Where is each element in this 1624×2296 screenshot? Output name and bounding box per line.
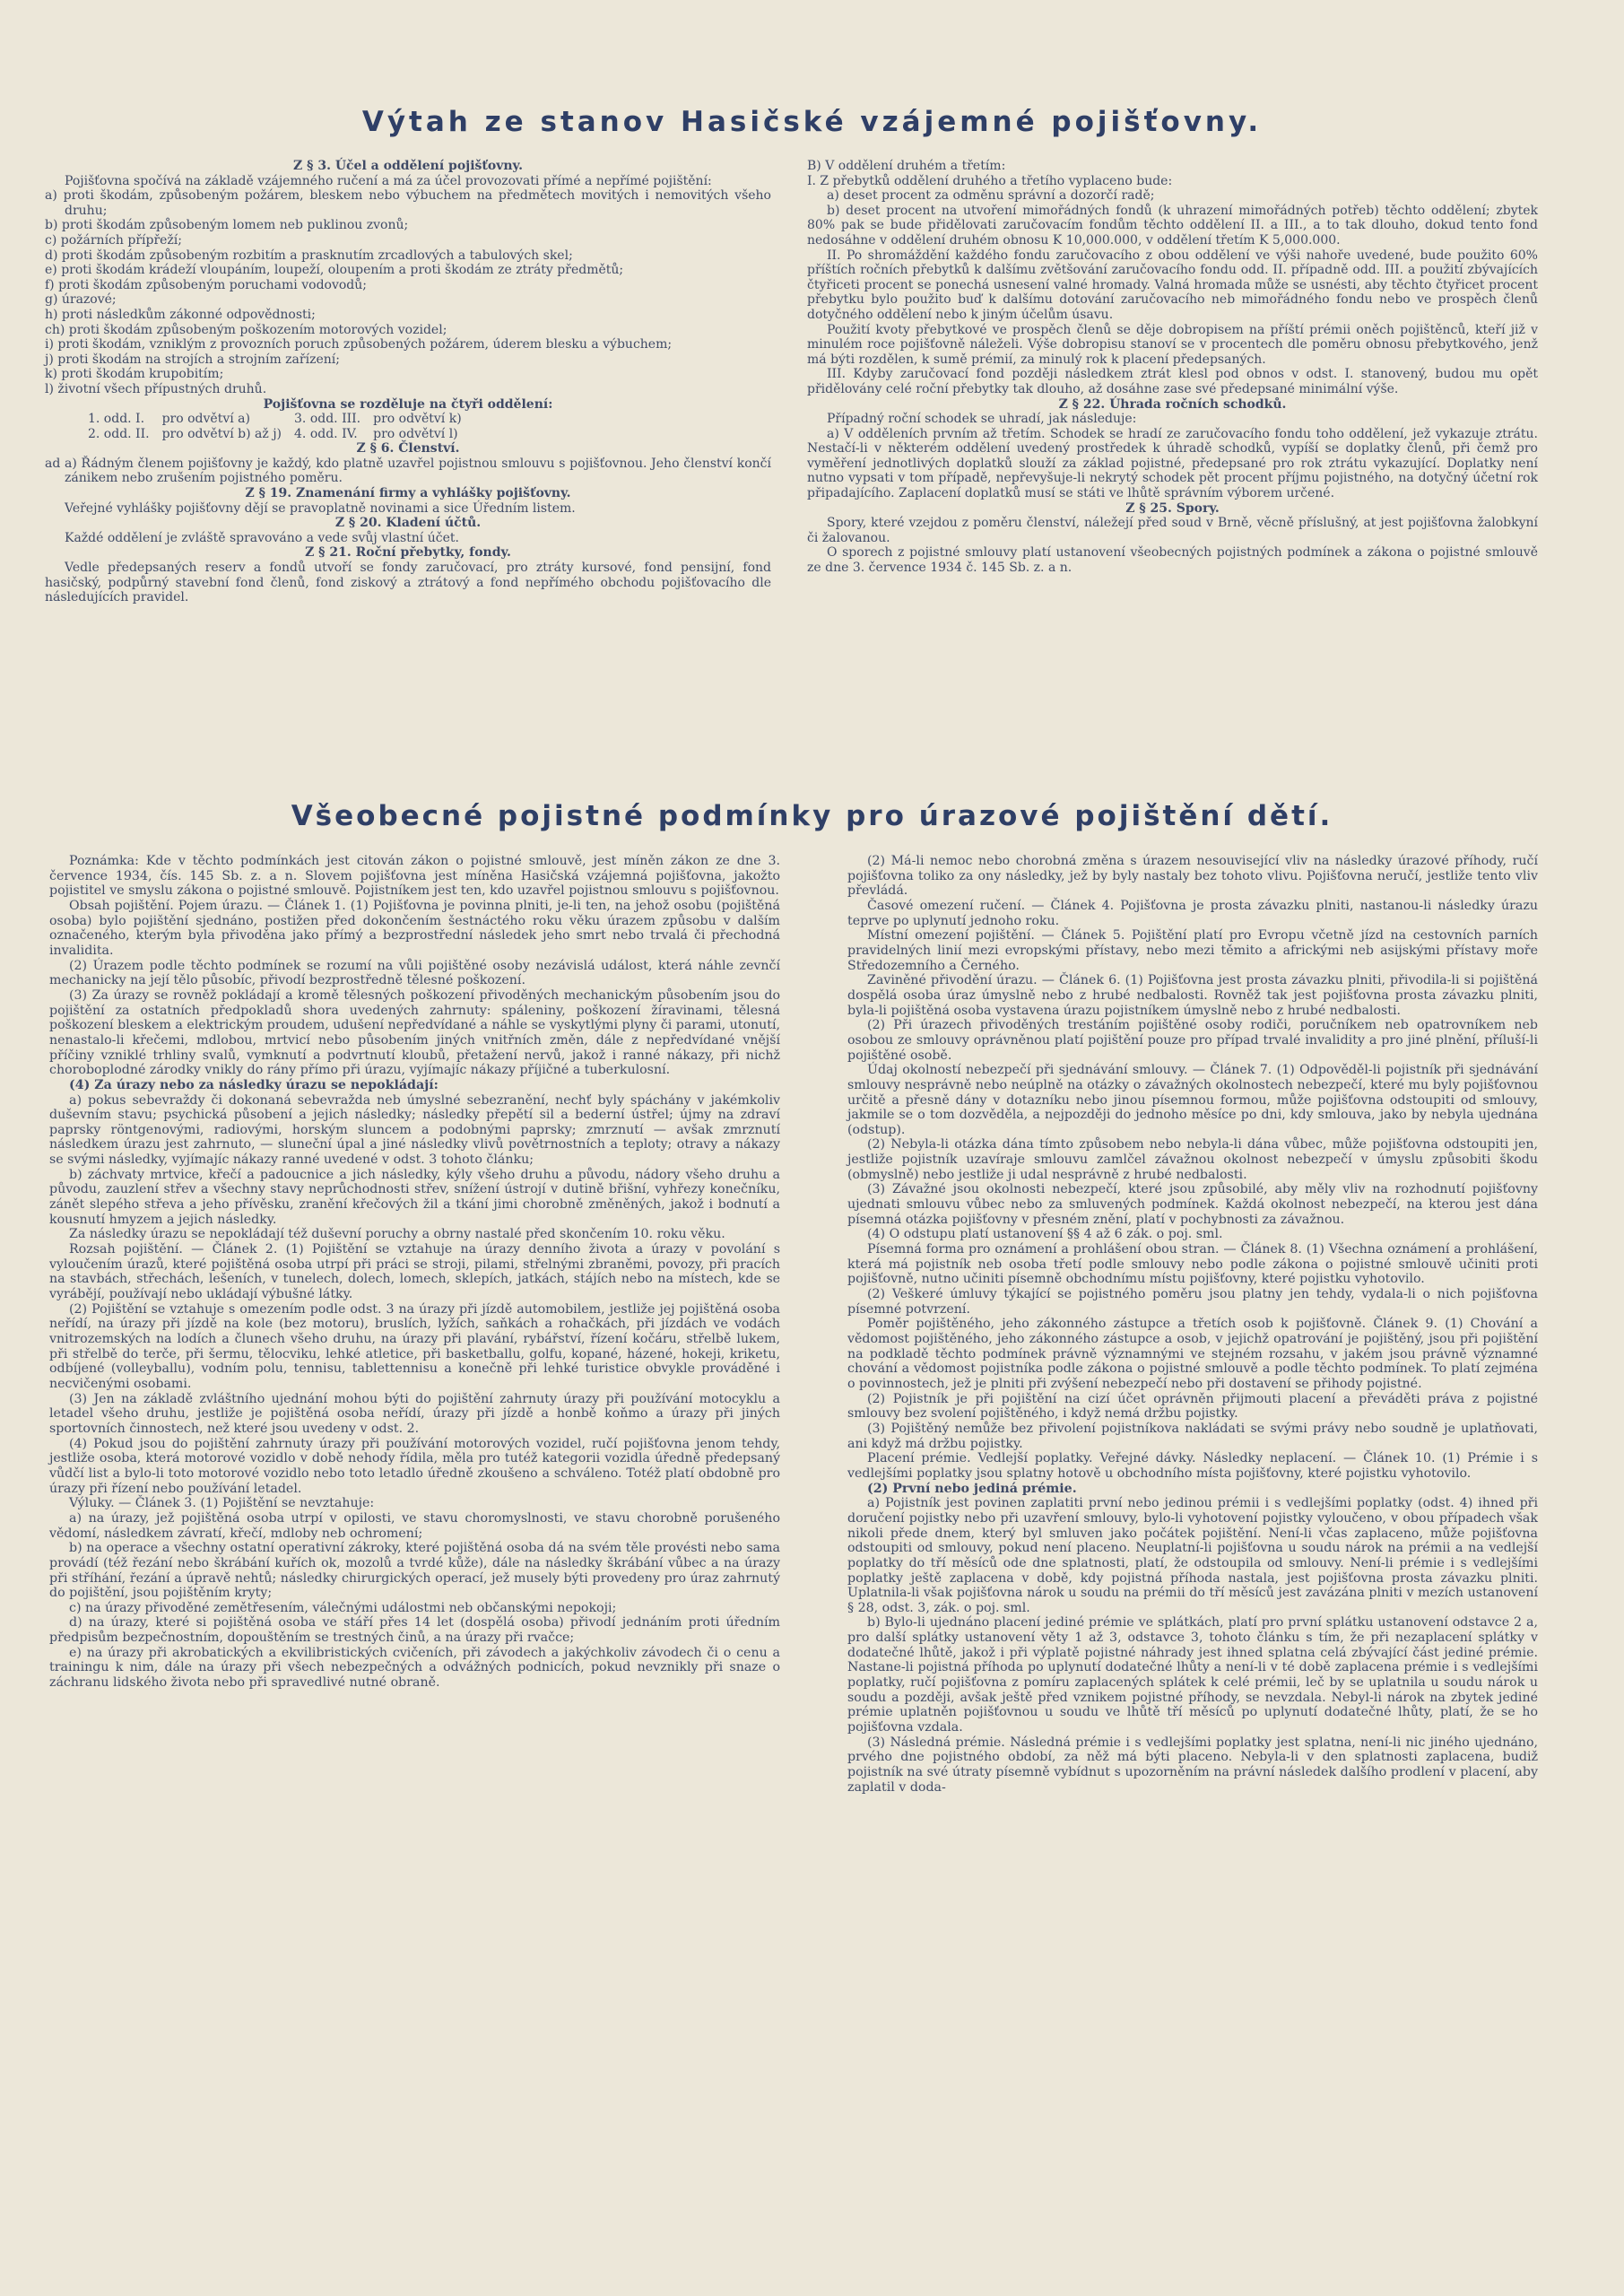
paragraph: Místní omezení pojištění. — Článek 5. Pojištění platí pro Evropu včetně jízd na cestovních parních pravidelných linií mezi evropskými přístavy, nebo mezi těmito a africkými neb asijskými přístavy moře Středozemního a Černého. — [847, 928, 1538, 973]
paragraph: d) na úrazy, které si pojištěná osoba ve stáří přes 14 let (dospělá osoba) přivodí jednáním proti úředním předpisům bezpečnostním, dopouštěním se trestných činů, a na úrazy při rvačce; — [49, 1615, 780, 1646]
paragraph: Za následky úrazu se nepokládají též duševní poruchy a obrny nastalé před skončením 10. roku věku. — [69, 1227, 725, 1242]
list-item: c) požárních přípřeží; — [45, 232, 183, 248]
list-item: d) proti škodám způsobeným rozbitím a prasknutím zrcadlových a tabulových skel; — [45, 248, 573, 263]
paragraph: Případný roční schodek se uhradí, jak následuje: — [827, 412, 1137, 427]
list-item: j) proti škodám na strojích a strojním zařízení; — [45, 352, 340, 367]
paragraph: Spory, které vzejdou z poměru členství, náležejí před soud v Brně, věcně příslušný, at jest pojišťovna žalobkyní či žalovanou. — [807, 516, 1538, 545]
heading-par20: Z § 20. Kladení účtů. — [334, 516, 482, 531]
paragraph: (2) Veškeré úmluvy týkající se pojistného poměru jsou platny jen tehdy, vydala-li o nich pojišťovna písemné potvrzení. — [847, 1287, 1538, 1317]
list-item: e) proti škodám krádeží vloupáním, loupeží, oloupením a proti škodám ze ztráty předmětů; — [45, 263, 624, 278]
conditions-left-column — [49, 854, 780, 1691]
paragraph: Použití kvoty přebytkové ve prospěch členů se děje dobropisem na příští prémii oněch pojištěnců, kteří již v minulém roce pojišťovně náleželi. Výše dobropisu stanoví se v procentech dle poměru obnosu přebytkového, jenž má býti rozdělen, k sumě prémií, za minulý rok k placení předepsaných. — [807, 322, 1538, 367]
list-item: a) proti škodám, způsobeným požárem, bleskem nebo výbuchem na předmětech movitých i nemovitých všeho druhu; — [45, 188, 771, 218]
list-item: i) proti škodám, vzniklým z provozních poruch způsobených požárem, úderem blesku a výbuchem; — [45, 337, 673, 352]
paragraph: (2) Má-li nemoc nebo chorobná změna s úrazem nesouvisející vliv na následky úrazové příhody, ručí pojišťovna toliko za ony následky, jež by byly nastaly bez tohoto vlivu. Pojišťovna neručí, jestliže tento vliv převládá. — [847, 854, 1538, 899]
paragraph: b) deset procent na utvoření mimořádných fondů (k uhrazení mimořádných potřeb) těchto oddělení; zbytek 80% pak se bude přidělovati zaručovacím fondům těchto oddělení II. a III., a to tak dlouho, dokud tento fond nedosáhne v oddělení druhém obnosu K 10,000.000, v oddělení třetím K 5,000.000. — [807, 203, 1538, 248]
paragraph: (2) Pojistník je při pojištění na cizí účet oprávněn přijmouti placení a převáděti práva z pojistné smlouvy bez svolení pojištěného, i když nemá držbu pojistky. — [847, 1391, 1538, 1422]
paragraph: Poznámka: Kde v těchto podmínkách jest citován zákon o pojistné smlouvě, jest míněn zákon ze dne 3. července 1934, čís. 145 Sb. z. a n. Slovem pojišťovna jest míněna Hasičská vzájemná pojišťovna, jakožto pojistitel ve smyslu zákona o pojistné smlouvě. Pojistníkem jest ten, kdo uzavřel pojistnou smlouvu s pojišťovnou. — [49, 854, 780, 899]
paragraph: b) Bylo-li ujednáno placení jediné prémie ve splátkách, platí pro první splátku ustanovení odstavce 2 a, pro další splátky ustanovení věty 1 až 3, odstavce 3, tohoto článku s tím, že při nezaplacení splátky v dodatečné lhůtě, jakož i při výplatě pojistné náhrady jest ihned splatna celá zbývající část jediné prémie. Nastane-li pojistná příhoda po uplynutí dodatečné lhůty a není-li v té době zaplacena prémie i s vedlejšími poplatky, ručí pojišťovna z pomíru zaplacených splátek k celé prémii, leč by se uplatnila u soudu nárok u soudu a později, avšak ještě před vznikem pojistné příhody, se nevzdala. Nebyl-li nárok na zbytek jediné prémie uplatněn pojišťovnou u soudu ve lhůtě tří měsíců po uplynutí dodatečné lhůty, platí, že se ho pojišťovna vzdala. — [847, 1615, 1538, 1735]
paragraph: Placení prémie. Vedlejší poplatky. Veřejné dávky. Následky neplacení. — Článek 10. (1) Prémie i s vedlejšími poplatky jsou splatny hotově u obchodního místa pojišťovny, které pojistku vyhotovilo. — [847, 1451, 1538, 1481]
table-cell: pro odvětví b) až j) — [161, 426, 282, 441]
paragraph: Vedle předepsaných reserv a fondů utvoří se fondy zaručovací, pro ztráty kursové, fond pensijní, fond hasičský, podpůrný stavební fond členů, fond ziskový a ztrátový a fond nepřímého obchodu pojišťovacího dle následujících pravidel. — [45, 561, 771, 605]
paragraph: (3) Následná prémie. Následná prémie i s vedlejšími poplatky jest splatna, není-li nic jiného ujednáno, prvého dne pojistného období, za něž má býti placeno. Nebyla-li v den splatnosti zaplacena, budiž pojistník na své útraty písemně vybídnut s upozorněním na právní následek dalšího prodlení v placení, aby zaplatil v doda- — [847, 1735, 1538, 1795]
paragraph: (4) Pokud jsou do pojištění zahrnuty úrazy při používání motorových vozidel, ručí pojišťovna jenom tehdy, jestliže osoba, která motorové vozidlo v době nehody řídila, měla pro tutéž kategorii vozidla úředně předepsaný vůdčí list a bylo-li toto motorové vozidlo nebo toto letadlo úředně zkoušeno a schváleno. Totéž platí obdobně pro úrazy při řízení nebo používání letadel. — [49, 1436, 780, 1496]
heading-par6: Z § 6. Členství. — [356, 441, 460, 457]
paragraph: Písemná forma pro oznámení a prohlášení obou stran. — Článek 8. (1) Všechna oznámení a prohlášení, která má pojistník neb osoba třetí podle smlouvy nebo podle zákona o pojistné smlouvě učiniti proti pojišťovně, nutno učiniti písemně obchodnímu místu pojišťovny, které pojistku vyhotovilo. — [847, 1242, 1538, 1287]
paragraph: O sporech z pojistné smlouvy platí ustanovení všeobecných pojistných podmínek a zákona o pojistné smlouvě ze dne 3. července 1934 č. 145 Sb. z. a n. — [807, 545, 1538, 576]
table-cell: 3. odd. III. — [294, 412, 361, 427]
paragraph: Obsah pojištění. Pojem úrazu. — Článek 1. (1) Pojišťovna je povinna plniti, je-li ten, na jehož osobu (pojištěná osoba) bylo pojištění sjednáno, postižen před dokončením šestnáctého roku věku úrazem způsobu v dalším označeného, kterým byla přivoděna jako přímý a bezprostřední následek jeho smrt nebo trvalá či přechodná invalidita. — [49, 898, 780, 958]
paragraph: Poměr pojištěného, jeho zákonného zástupce a třetích osob k pojišťovně. Článek 9. (1) Chování a vědomost pojištěného, jeho zákonného zástupce a osob, v jejichž opatrování je pojištěný, jsou při pojištění na podkladě těchto podmínek právně významnými ve stejném rozsahu, v jakém jsou právně významné chování a vědomost pojistníka podle zákona o pojistné smlouvě a podle těchto podmínek. To platí zejména o povinnostech, jež je plniti při zvýšení nebezpečí nebo při dostavení se přihody pojistné. — [847, 1317, 1538, 1391]
table-cell: 4. odd. IV. — [294, 426, 358, 441]
paragraph: I. Z přebytků oddělení druhého a třetího vyplaceno bude: — [807, 173, 1173, 188]
paragraph: a) deset procent za odměnu správní a dozorčí radě; — [827, 188, 1155, 204]
paragraph: (3) Za úrazy se rovněž pokládají a kromě tělesných poškození přivoděných mechanickým působením jsou do pojištění za ostatních předpokladů shora uvedených zahrnuty: spáleniny, poškození žíravinami, tělesná poškození bleskem a elektrickým proudem, udušení nepředvídané a náhle se vyskytlými plyny či parami, utonutí, nenastalo-li křečemi, mdlobou, mrtvicí nebo působením jiných vnitřních změn, dále z nepředvídané vnější příčiny vzniklé trhliny svalů, vymknutí a podvrtnutí kloubů, přetažení nervů, jakož i ranné nákazy, při nichž choroboplodné zárodky vnikly do rány přímo při úrazu, vyjímajíc nákazy příjičné a tuberkulosní. — [49, 987, 781, 1078]
table-cell: 1. odd. I. — [88, 412, 145, 427]
heading-par19: Z § 19. Znamenání firmy a vyhlášky pojišťovny. — [245, 486, 571, 501]
paragraph: (2) Nebyla-li otázka dána tímto způsobem nebo nebyla-li dána vůbec, může pojišťovna odstoupiti jen, jestliže pojistník uzavíraje smlouvu zamlčel závažnou okolnost nebezpečí v úmyslu způsobiti škodu (obmyslně) nebo jestliže ji udal nesprávně z hrubé nedbalosti. — [847, 1137, 1538, 1182]
table-cell: pro odvětví a) — [161, 412, 250, 427]
paragraph: (2) Při úrazech přivoděných trestáním pojištěné osoby rodiči, poručníkem neb opatrovníkem neb osobou ze smlouvy oprávněnou platí pojištění pouze pro případ trvalé invalidity a pro jiné plnění, příluší-li pojištěné osobě. — [847, 1018, 1538, 1063]
statutes-left-column — [45, 159, 771, 605]
list-item: k) proti škodám krupobitím; — [45, 367, 224, 382]
paragraph: (2) Úrazem podle těchto podmínek se rozumí na vůli pojištěné osoby nezávislá událost, která náhle zevnčí mechanicky na její tělo působíc, přivodí bezprostředně tělesné poškození. — [49, 958, 780, 988]
paragraph: a) V odděleních prvním až třetím. Schodek se hradí ze zaručovacího fondu toho oddělení, jež vykazuje ztrátu. Nestačí-li v některém oddělení uvedený prostředek k úhradě schodků, vypíší se doplatky členů, při čemž pro vyměření jednotlivých doplatků slouží za základ pojistné, předepsané pro rok ztrátu vykazující. Doplatky není nutno vypsati v tom případě, nepřevyšuje-li nekrytý schodek pět procent příjmu pojistného, na dotyčný účetní rok připadajícího. Zaplacení doplatků musí se státi ve lhůtě správním výborem určené. — [807, 426, 1538, 501]
departments-table — [88, 412, 474, 441]
paragraph: (3) Pojištěný nemůže bez přivolení pojistníkova nakládati se svými právy nebo soudně je uplatňovati, ani když má držbu pojistky. — [847, 1421, 1538, 1451]
heading-par22: Z § 22. Úhrada ročních schodků. — [1058, 396, 1287, 412]
paragraph: (4) O odstupu platí ustanovení §§ 4 až 6 zák. o poj. sml. — [867, 1227, 1223, 1242]
paragraph: Zaviněné přivodění úrazu. — Článek 6. (1) Pojišťovna jest prosta závazku plniti, přivodila-li si pojištěná dospělá osoba úraz úmyslně nebo z hrubé nedbalosti. Rovněž tak jest pojišťovna prosta závazku plniti, byla-li pojištěná osoba vystavena úrazu pojistníkem úmyslně nebo z hrubé nedbalosti. — [847, 973, 1538, 1018]
list-item: f) proti škodám způsobeným poruchami vodovodů; — [45, 277, 367, 292]
conditions-right-column — [847, 854, 1538, 1795]
paragraph: b) záchvaty mrtvice, křečí a padoucnice a jich následky, kýly všeho druhu a původu, nádory všeho druhu a původu, zauzlení střev a všechny stavy neprůchodnosti střev, snížení ústrojí v dutině břišní, vyhřezy konečníku, zánět slepého střeva a jeho přívěsku, zranění křečových žil a tkání jimi chorobně změněných, jakož i bodnutí a kousnutí hmyzem a jejich následky. — [49, 1167, 780, 1227]
list-item: h) proti následkům zákonné odpovědnosti; — [45, 307, 316, 322]
paragraph: b) na operace a všechny ostatní operativní zákroky, které pojištěná osoba dá na svém těle provésti nebo sama provádí (též řezání nebo škrábání kuřích ok, mozolů a tvrdé kůže), dále na následky škrábání vůbec a na úrazy při stříhání, řezání a úpravě nehtů; následky chirurgických operací, jež musely býti provedeny pro úraz zahrnutý do pojištění, jsou pojištěním kryty; — [49, 1541, 780, 1601]
paragraph: B) V oddělení druhém a třetím: — [807, 159, 1006, 173]
paragraph: e) na úrazy při akrobatických a ekvilibristických cvičeních, při závodech a jakýchkoliv závodech či o cenu a trainingu k nim, dále na úrazy při všech nebezpečných a odvážných podnicích, pokud nevznikly při snaze o záchranu lidského života nebo při spravedlivé nutné obraně. — [49, 1645, 780, 1691]
paragraph: c) na úrazy přivoděné zemětřesením, válečnými událostmi neb občanskými nepokoji; — [69, 1600, 617, 1615]
paragraph: a) pokus sebevraždy či dokonaná sebevražda neb úmyslné sebezranění, nechť byly spáchány v jakémkoliv duševním stavu; psychická působení a jejich následky; následky přepětí sil a bederní ústřel; újmy na zdraví paprsky röntgenovými, radiovými, horským sluncem a podobnými paprsky; zmrznutí — avšak zmrznutí následkem úrazu jest zahrnuto, — sluneční úpal a jiné následky vlivů povětrnostních a teploty; otravy a nákazy se svými následky, vyjímajíc nákazy ranné uvedené v odst. 3 tohoto článku; — [49, 1092, 780, 1168]
table-cell: pro odvětví k) — [373, 412, 462, 427]
paragraph: a) Pojistník jest povinen zaplatiti první nebo jedinou prémii i s vedlejšími poplatky (odst. 4) ihned při doručení pojistky nebo při uzavření smlouvy, bylo-li vyhotovení pojistky vyloučeno, v obou případech však nikoli přede dnem, který byl smluven jako počátek pojištění. Není-li včas zaplaceno, může pojišťovna odstoupiti od smlouvy, pokud není placeno. Neuplatní-li pojišťovna u soudu nárok na prémii a na vedlejší poplatky do tří měsíců ode dne splatnosti, platí, že odstoupila od smlouvy. Není-li prémie i s vedlejšími poplatky ještě zaplacena v době, kdy pojistná příhoda nastala, jest pojišťovna prosta závazku plniti. Uplatnila-li však pojišťovna nárok u soudu na prémii do tří měsíců jest zavázána plniti v mezích ustanovení § 28, odst. 3, zák. o poj. sml. — [847, 1496, 1538, 1615]
section-title-statutes: Výtah ze stanov Hasičské vzájemné pojišťovny. — [361, 106, 1263, 138]
heading-departments: Pojišťovna se rozděluje na čtyři oddělení: — [263, 396, 553, 412]
list-item: g) úrazové; — [45, 292, 117, 308]
paragraph: (2) První nebo jediná prémie. — [867, 1481, 1077, 1496]
table-row — [88, 412, 474, 427]
table-cell: 2. odd. II. — [88, 426, 150, 441]
paragraph: (3) Jen na základě zvláštního ujednání mohou býti do pojištění zahrnuty úrazy při používání motocyklu a letadel všeho druhu, jestliže je pojištěná osoba neřídí, úrazy při jízdě a honbě koňmo a úrazy při jiných sportovních činnostech, než které jsou uvedeny v odst. 2. — [49, 1391, 780, 1436]
paragraph: (2) Pojištění se vztahuje s omezením podle odst. 3 na úrazy při jízdě automobilem, jestliže jej pojištěná osoba neřídí, na úrazy při jízdě na kole (bez motoru), bruslích, lyžích, saňkách a rohačkách, při jízdách ve vodách vnitrozemských na lodích a člunech všeho druhu, na úrazy při plavání, rybářství, řízení kočáru, střelbě lukem, při střelbě do terče, při šermu, tělocviku, lehké atletice, při basketballu, golfu, kopané, házené, hokeji, kriketu, odbíjené (volleyballu), vodním polu, tennisu, tablettennisu a konečně při lehké turistice obvykle prováděné i necvičenými osobami. — [49, 1301, 780, 1391]
statutes-right-column — [807, 159, 1538, 576]
paragraph: (4) Za úrazy nebo za následky úrazu se nepokládají: — [69, 1077, 439, 1092]
paragraph: ad a) Řádným členem pojišťovny je každý, kdo platně uzavřel pojistnou smlouvu s pojišťovnou. Jeho členství končí zánikem nebo zrušením pojistného poměru. — [45, 456, 771, 486]
list-item: l) životní všech přípustných druhů. — [45, 381, 267, 396]
paragraph: Pojišťovna spočívá na základě vzájemného ručení a má za účel provozovati přímé a nepřímé pojištění: — [65, 173, 712, 188]
section-title-conditions: Všeobecné pojistné podmínky pro úrazové pojištění dětí. — [291, 800, 1333, 832]
list-item: b) proti škodám způsobeným lomem neb puklinou zvonů; — [45, 218, 409, 233]
paragraph: Rozsah pojištění. — Článek 2. (1) Pojištění se vztahuje na úrazy denního života a úrazy v povolání s vyloučením úrazů, které pojištěná osoba utrpí při práci se stroji, pilami, střelnými zbraněmi, povozy, při pracích na stavbách, střechách, lešeních, v tunelech, dolech, lomech, sklepích, jatkách, stájích nebo na místech, kde se vyrábějí, používají nebo ukládají výbušné látky. — [49, 1242, 780, 1302]
paragraph: (3) Závažné jsou okolnosti nebezpečí, které jsou způsobilé, aby měly vliv na rozhodnutí pojišťovny ujednati smlouvu vůbec nebo za smluvených podmínek. Každá okolnost nebezpečí, na kterou jest dána písemná otázka pojišťovny v přesném znění, platí v pochybnosti za závažnou. — [847, 1182, 1538, 1227]
paragraph: Veřejné vyhlášky pojišťovny dějí se pravoplatně novinami a sice Úředním listem. — [65, 500, 576, 516]
heading-par25: Z § 25. Spory. — [1125, 500, 1220, 516]
heading-par21: Z § 21. Roční přebytky, fondy. — [305, 545, 511, 561]
paragraph: Údaj okolností nebezpečí při sjednávání smlouvy. — Článek 7. (1) Odpověděl-li pojistník při sjednávání smlouvy nesprávně nebo neúplně na otázky o závažných okolnostech nebezpečí, které mu byly pojišťovnou určitě a přesně dány v dotazníku nebo jinou písemnou formou, může pojišťovna odstoupiti od smlouvy, jakmile se o tom dozvěděla, a nejpozději do jednoho měsíce po dni, kdy smlouva, jako by nebyla ujednána (odstup). — [847, 1063, 1538, 1137]
paragraph: Výluky. — Článek 3. (1) Pojištění se nevztahuje: — [69, 1496, 375, 1511]
paragraph: a) na úrazy, jež pojištěná osoba utrpí v opilosti, ve stavu choromyslnosti, ve stavu chorobně porušeného vědomí, následkem závratí, křečí, mdloby neb ochromení; — [49, 1510, 780, 1541]
list-item: ch) proti škodám způsobeným poškozením motorových vozidel; — [45, 322, 447, 337]
paragraph: II. Po shromáždění každého fondu zaručovacího z obou oddělení ve výši nahoře uvedené, bude použito 60% příštích ročních přebytků k dalšímu zvětšování zaručovacího fondu odd. II. případně odd. III. a použití zbývajících čtyřiceti procent se ponechá usnesení valné hromady. Valná hromada může se usnésti, aby těchto čtyřicet procent přebytku bylo použito buď k dalšímu dotování zaručovacího neb mimořádného fondu nebo ve prospěch členů dotyčného oddělení nebo k jiným účelům úsavu. — [807, 248, 1538, 322]
heading-par3: Z § 3. Účel a oddělení pojišťovny. — [293, 159, 523, 173]
paragraph: III. Kdyby zaručovací fond později následkem ztrát klesl pod obnos v odst. I. stanovený, budou mu opět přidělovány celé roční přebytky tak dlouho, až dosáhne zase své předepsané minimální výše. — [807, 367, 1538, 396]
paragraph: Každé oddělení je zvláště spravováno a vede svůj vlastní účet. — [65, 530, 459, 545]
table-cell: pro odvětví l) — [373, 426, 458, 441]
table-row — [88, 427, 474, 442]
paragraph: Časové omezení ručení. — Článek 4. Pojišťovna je prosta závazku plniti, nastanou-li následky úrazu teprve po uplynutí jednoho roku. — [847, 898, 1538, 928]
